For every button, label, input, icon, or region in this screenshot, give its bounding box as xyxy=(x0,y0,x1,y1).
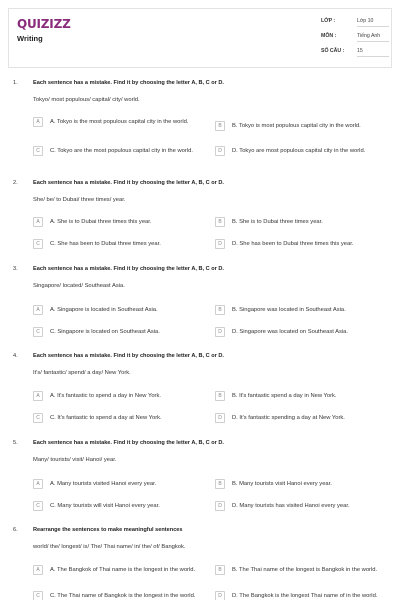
meta-value: 15 xyxy=(357,48,389,57)
question-prompt: world/ the/ longest/ is/ The/ Thai name/ in/ the/ of/ Bangkok. xyxy=(33,544,186,550)
option-text: A. Singapore is located in Southeast Asia. xyxy=(50,307,158,313)
question-instruction: Rearrange the sentences to make meaningful sentences xyxy=(33,527,183,533)
option-text: A. She is to Dubai three times this year. xyxy=(50,219,152,225)
option-text: C. Singapore is located on Southeast Asia. xyxy=(50,329,160,335)
question-instruction: Each sentence has a mistake. Find it by choosing the letter A, B, C or D. xyxy=(33,440,224,446)
question-prompt: Many/ tourists/ visit/ Hanoi/ year. xyxy=(33,457,117,463)
option-text: B. Many tourists visit Hanoi every year. xyxy=(232,481,332,487)
option-letter-badge: D xyxy=(215,146,225,156)
option-text: C. She has been to Dubai three times year. xyxy=(50,241,161,247)
option-letter-badge: D xyxy=(215,501,225,511)
option-letter-badge: A xyxy=(33,565,43,575)
option-letter-badge: C xyxy=(33,239,43,249)
option-letter-badge: C xyxy=(33,146,43,156)
option-letter-badge: B xyxy=(215,565,225,575)
question-number: 4. xyxy=(13,353,18,359)
meta-value: Lớp 10 xyxy=(357,18,389,27)
question-prompt: It's/ fantastic/ spend/ a day/ New York. xyxy=(33,370,131,376)
worksheet-title: Writing xyxy=(17,34,43,43)
option-text: A. Tokyo is the most populous capital city in the world. xyxy=(50,119,189,125)
option-letter-badge: A xyxy=(33,217,43,227)
option-letter-badge: B xyxy=(215,305,225,315)
option-text: D. The Bangkok is the longest Thai name of in the world. xyxy=(232,593,378,599)
question-prompt: She/ be/ to Dubai/ three times/ year. xyxy=(33,197,126,203)
question-number: 1. xyxy=(13,80,18,86)
option-text: B. Singapore was located in Southeast Asia. xyxy=(232,307,346,313)
option-letter-badge: A xyxy=(33,479,43,489)
option-letter-badge: C xyxy=(33,591,43,600)
question-prompt: Tokyo/ most populous/ capital/ city/ world. xyxy=(33,97,140,103)
meta-label: MÔN : xyxy=(321,33,337,39)
option-letter-badge: A xyxy=(33,391,43,401)
meta-row-subject xyxy=(321,33,389,42)
option-letter-badge: B xyxy=(215,121,225,131)
question-number: 5. xyxy=(13,440,18,446)
option-letter-badge: D xyxy=(215,239,225,249)
question-number: 6. xyxy=(13,527,18,533)
option-letter-badge: C xyxy=(33,413,43,423)
option-letter-badge: B xyxy=(215,479,225,489)
option-text: B. It's fantastic spend a day in New York. xyxy=(232,393,337,399)
meta-label: SỐ CÂU : xyxy=(321,48,345,54)
option-text: A. Many tourists visited Hanoi every year. xyxy=(50,481,157,487)
option-letter-badge: D xyxy=(215,591,225,600)
option-letter-badge: B xyxy=(215,217,225,227)
question-instruction: Each sentence has a mistake. Find it by choosing the letter A, B, C or D. xyxy=(33,353,224,359)
option-letter-badge: C xyxy=(33,327,43,337)
meta-row-question-count xyxy=(321,48,389,57)
option-text: B. The Thai name of the longest is Bangkok in the world. xyxy=(232,567,378,573)
option-letter-badge: A xyxy=(33,305,43,315)
option-text: A. The Bangkok of Thai name is the longest in the world. xyxy=(50,567,196,573)
option-text: A. It's fantastic to spend a day in New York. xyxy=(50,393,161,399)
option-text: C. Tokyo are the most populous capital city in the world. xyxy=(50,148,193,154)
question-number: 2. xyxy=(13,180,18,186)
option-text: C. Many tourists will visit Hanoi every year. xyxy=(50,503,160,509)
option-text: B. She is to Dubai three times year. xyxy=(232,219,323,225)
question-instruction: Each sentence has a mistake. Find it by choosing the letter A, B, C or D. xyxy=(33,180,224,186)
question-instruction: Each sentence has a mistake. Find it by choosing the letter A, B, C or D. xyxy=(33,266,224,272)
option-text: C. The Thai name of Bangkok is the longest in the world. xyxy=(50,593,196,599)
option-text: D. Tokyo are most populous capital city in the world. xyxy=(232,148,366,154)
question-prompt: Singapore/ located/ Southeast Asia. xyxy=(33,283,125,289)
option-letter-badge: C xyxy=(33,501,43,511)
option-text: D. She has been to Dubai three times this year. xyxy=(232,241,354,247)
option-text: B. Tokyo is most populous capital city in the world. xyxy=(232,123,361,129)
meta-row-class xyxy=(321,18,389,27)
question-number: 3. xyxy=(13,266,18,272)
option-letter-badge: D xyxy=(215,327,225,337)
question-instruction: Each sentence has a mistake. Find it by choosing the letter A, B, C or D. xyxy=(33,80,224,86)
option-text: C. It's fantastic to spend a day at New York. xyxy=(50,415,162,421)
quizizz-logo[interactable]: QUIZIZZ xyxy=(17,17,71,31)
option-letter-badge: B xyxy=(215,391,225,401)
option-text: D. Singapore was located on Southeast Asia. xyxy=(232,329,349,335)
option-letter-badge: D xyxy=(215,413,225,423)
meta-value: Tiếng Anh xyxy=(357,33,389,42)
meta-label: LỚP : xyxy=(321,18,336,24)
worksheet-header xyxy=(8,8,392,68)
option-text: D. It's fantastic spending a day at New York. xyxy=(232,415,345,421)
option-text: D. Many tourists has visited Hanoi every year. xyxy=(232,503,350,509)
option-letter-badge: A xyxy=(33,117,43,127)
